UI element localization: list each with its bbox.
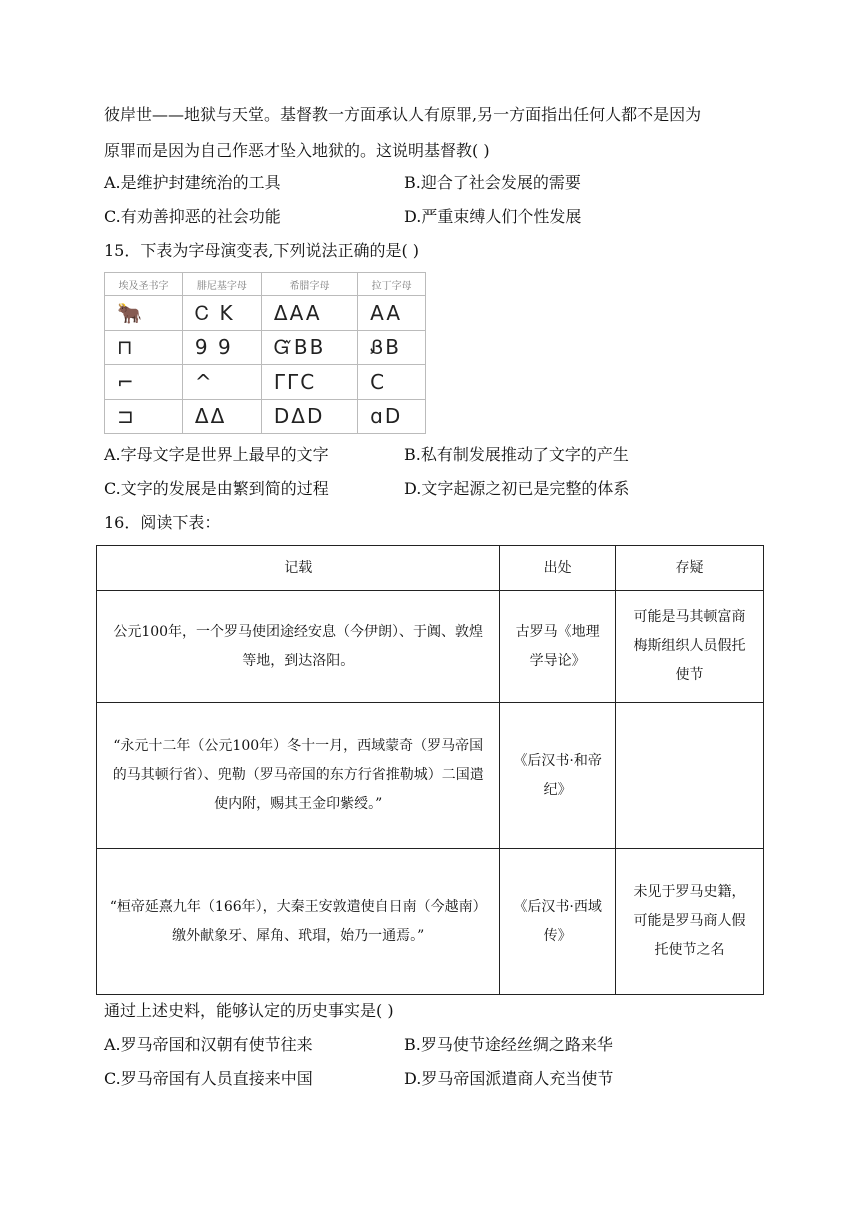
alpha-cell: 🐂 bbox=[105, 296, 183, 331]
alpha-cell: ΔΔ bbox=[182, 399, 261, 434]
alpha-cell: C bbox=[358, 365, 426, 400]
q15-option-c[interactable]: C.文字的发展是由繁到简的过程 bbox=[104, 479, 329, 498]
q16-question: 通过上述史料，能够认定的历史事实是( ) bbox=[104, 1001, 394, 1020]
record-source: 古罗马《地理学导论》 bbox=[500, 591, 616, 703]
q16-option-d[interactable]: D.罗马帝国派遣商人充当使节 bbox=[404, 1069, 614, 1088]
alphabet-evolution-table bbox=[104, 272, 426, 434]
record-doubt: 未见于罗马史籍，可能是罗马商人假托使节之名 bbox=[615, 849, 763, 995]
q15-stem: 15．下表为字母演变表,下列说法正确的是( ) bbox=[104, 241, 420, 260]
alpha-cell: 9 9 bbox=[182, 330, 261, 365]
q15-option-d[interactable]: D.文字起源之初已是完整的体系 bbox=[404, 479, 630, 498]
alpha-cell: ᏰB bbox=[358, 330, 426, 365]
alpha-cell: ΔAA bbox=[261, 296, 357, 331]
record-doubt bbox=[615, 703, 763, 849]
records-header: 记载 bbox=[97, 546, 500, 591]
alpha-cell: ᏳBB bbox=[261, 330, 357, 365]
q16-option-a[interactable]: A.罗马帝国和汉朝有使节往来 bbox=[104, 1035, 313, 1054]
records-header: 存疑 bbox=[615, 546, 763, 591]
record-doubt: 可能是马其顿富商梅斯组织人员假托使节 bbox=[615, 591, 763, 703]
record-text: “永元十二年（公元100年）冬十一月，西域蒙奇（罗马帝国的马其顿行省）、兜勒（罗马帝国的东方行省推勒城）二国遣使内附，赐其王金印紫绶。” bbox=[97, 703, 500, 849]
alpha-cell: ⊓ bbox=[105, 330, 183, 365]
alpha-cell: ⌐ bbox=[105, 365, 183, 400]
q14-option-b[interactable]: B.迎合了社会发展的需要 bbox=[404, 173, 581, 192]
alpha-cell: Ꮯ K bbox=[182, 296, 261, 331]
historical-records-table bbox=[96, 545, 764, 995]
q14-option-c[interactable]: C.有劝善抑恶的社会功能 bbox=[104, 207, 281, 226]
q14-text-line2: 原罪而是因为自己作恶才坠入地狱的。这说明基督教( ) bbox=[104, 141, 490, 160]
record-source: 《后汉书·和帝纪》 bbox=[500, 703, 616, 849]
alpha-cell: ΓΓC bbox=[261, 365, 357, 400]
alpha-cell: ɑD bbox=[358, 399, 426, 434]
alpha-cell: DΔD bbox=[261, 399, 357, 434]
q14-option-a[interactable]: A.是维护封建统治的工具 bbox=[104, 173, 281, 192]
alpha-header: 埃及圣书字 bbox=[105, 273, 183, 296]
alpha-cell: AA bbox=[358, 296, 426, 331]
q14-option-d[interactable]: D.严重束缚人们个性发展 bbox=[404, 207, 582, 226]
alpha-header: 拉丁字母 bbox=[358, 273, 426, 296]
record-text: “桓帝延熹九年（166年），大秦王安敦遣使自日南（今越南）缴外献象牙、犀角、玳瑁，始乃一通焉。” bbox=[97, 849, 500, 995]
alpha-cell: ⊐ bbox=[105, 399, 183, 434]
q16-stem: 16．阅读下表： bbox=[104, 513, 221, 532]
records-header: 出处 bbox=[500, 546, 616, 591]
alpha-cell: ^ bbox=[182, 365, 261, 400]
q16-option-b[interactable]: B.罗马使节途经丝绸之路来华 bbox=[404, 1035, 613, 1054]
alpha-header: 希腊字母 bbox=[261, 273, 357, 296]
alpha-header: 腓尼基字母 bbox=[182, 273, 261, 296]
record-source: 《后汉书·西域传》 bbox=[500, 849, 616, 995]
q16-option-c[interactable]: C.罗马帝国有人员直接来中国 bbox=[104, 1069, 313, 1088]
q15-option-b[interactable]: B.私有制发展推动了文字的产生 bbox=[404, 445, 629, 464]
q14-text-line1: 彼岸世——地狱与天堂。基督教一方面承认人有原罪,另一方面指出任何人都不是因为 bbox=[104, 105, 702, 124]
q15-option-a[interactable]: A.字母文字是世界上最早的文字 bbox=[104, 445, 329, 464]
record-text: 公元100年，一个罗马使团途经安息（今伊朗）、于阗、敦煌等地，到达洛阳。 bbox=[97, 591, 500, 703]
